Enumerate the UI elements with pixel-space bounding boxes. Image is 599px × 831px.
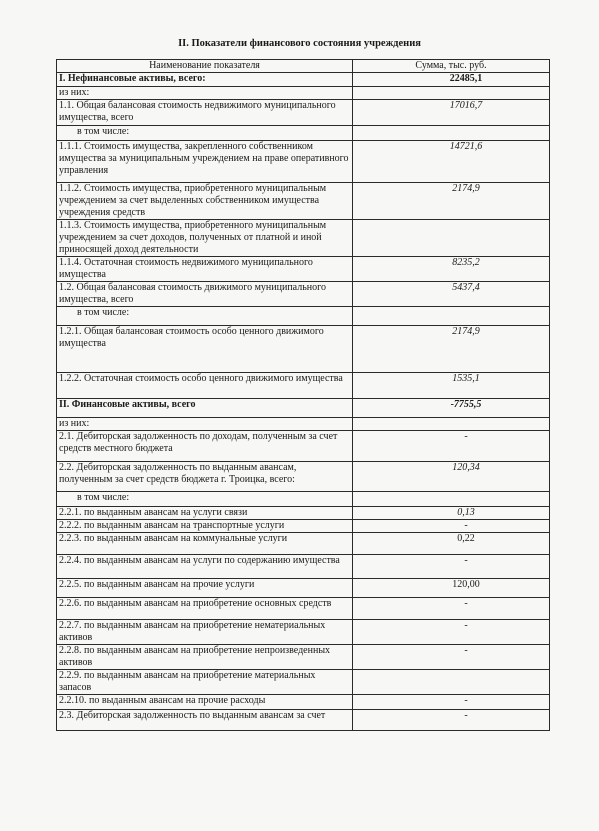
row-label: 1.2.2. Остаточная стоимость особо ценного движимого имущества [57, 373, 353, 399]
row-value-text: 1535,1 [452, 373, 480, 384]
row-label: 2.2.1. по выданным авансам на услуги связи [57, 507, 353, 520]
row-value [353, 520, 550, 533]
row-label: 2.2.3. по выданным авансам на коммунальные услуги [57, 533, 353, 555]
row-label: 1.2. Общая балансовая стоимость движимого муниципального имущества, всего [57, 282, 353, 307]
row-value [353, 695, 550, 710]
row-value [353, 579, 550, 598]
row-value [353, 307, 550, 326]
row-value [353, 507, 550, 520]
table-row [57, 87, 550, 100]
column-header-name: Наименование показателя [57, 60, 353, 73]
row-value-text: - [464, 710, 468, 721]
row-label: 2.2.7. по выданным авансам на приобретение нематериальных активов [57, 620, 353, 645]
row-value-text: 120,00 [452, 579, 480, 590]
financial-table [56, 59, 550, 731]
row-label: 2.2.5. по выданным авансам на прочие услуги [57, 579, 353, 598]
row-value [353, 141, 550, 183]
row-label: 2.2.4. по выданным авансам на услуги по содержанию имущества [57, 555, 353, 579]
row-value-text: 120,34 [452, 462, 480, 473]
row-value [353, 555, 550, 579]
row-value-text: - [464, 620, 468, 631]
row-value-text: - [464, 555, 468, 566]
row-value [353, 598, 550, 620]
row-label: 2.2.6. по выданным авансам на приобретение основных средств [57, 598, 353, 620]
column-header-value: Сумма, тыс. руб. [353, 60, 550, 73]
row-value [353, 418, 550, 431]
row-value [353, 620, 550, 645]
table-row [57, 418, 550, 431]
row-label: 1.1.3. Стоимость имущества, приобретенного муниципальным учреждением за счет доходов, полученных от платной и иной приносящей доход деятельности [57, 220, 353, 257]
row-label: 1.1.4. Остаточная стоимость недвижимого муниципального имущества [57, 257, 353, 282]
row-value-text: 22485,1 [449, 73, 483, 84]
table-row [57, 598, 550, 620]
table-row [57, 555, 550, 579]
table-row [57, 695, 550, 710]
row-value-text: 8235,2 [452, 257, 480, 268]
table-row [57, 220, 550, 257]
table-row [57, 579, 550, 598]
table-row [57, 670, 550, 695]
row-value [353, 710, 550, 731]
table-row [57, 73, 550, 87]
row-value-text: 14721,6 [449, 141, 483, 152]
table-row [57, 533, 550, 555]
table-row [57, 462, 550, 492]
row-value-text: 5437,4 [452, 282, 480, 293]
table-row [57, 307, 550, 326]
row-label: 2.1. Дебиторская задолженность по доходам, полученным за счет средств местного бюджета [57, 431, 353, 462]
row-label: в том числе: [57, 492, 353, 507]
row-value [353, 73, 550, 87]
row-label: 2.3. Дебиторская задолженность по выданным авансам за счет [57, 710, 353, 731]
row-value [353, 462, 550, 492]
row-value [353, 645, 550, 670]
table-row [57, 141, 550, 183]
row-label: II. Финансовые активы, всего [57, 399, 353, 418]
row-value [353, 492, 550, 507]
row-value-text: 2174,9 [452, 326, 480, 337]
row-value-text: - [464, 645, 468, 656]
row-value-text: - [464, 520, 468, 531]
row-label: 2.2.9. по выданным авансам на приобретение материальных запасов [57, 670, 353, 695]
row-value [353, 100, 550, 126]
table-row [57, 492, 550, 507]
row-value [353, 183, 550, 220]
row-label: 2.2.2. по выданным авансам на транспортные услуги [57, 520, 353, 533]
row-value-text: 17016,7 [449, 100, 483, 111]
table-row [57, 620, 550, 645]
row-value [353, 533, 550, 555]
table-row [57, 399, 550, 418]
table-row [57, 710, 550, 731]
row-value-text: 0,22 [457, 533, 475, 544]
row-label: из них: [57, 87, 353, 100]
row-label: 1.1.2. Стоимость имущества, приобретенного муниципальным учреждением за счет выделенных собственником имущества учреждения средств [57, 183, 353, 220]
row-label: 1.1. Общая балансовая стоимость недвижимого муниципального имущества, всего [57, 100, 353, 126]
row-value [353, 126, 550, 141]
table-row [57, 257, 550, 282]
row-value-text: 0,13 [457, 507, 475, 518]
table-row [57, 183, 550, 220]
page-title: II. Показатели финансового состояния учреждения [178, 38, 421, 49]
table-row [57, 373, 550, 399]
row-value-text: - [464, 431, 468, 442]
row-value [353, 399, 550, 418]
row-value [353, 282, 550, 307]
row-label: 1.1.1. Стоимость имущества, закрепленного собственником имущества за муниципальным учреждением на праве оперативного управления [57, 141, 353, 183]
table-row [57, 126, 550, 141]
row-value-text: 2174,9 [452, 183, 480, 194]
row-label: 2.2.10. по выданным авансам на прочие расходы [57, 695, 353, 710]
row-label: 1.2.1. Общая балансовая стоимость особо ценного движимого имущества [57, 326, 353, 373]
table-row [57, 431, 550, 462]
row-label: в том числе: [57, 307, 353, 326]
row-value [353, 220, 550, 257]
row-value [353, 257, 550, 282]
row-value [353, 431, 550, 462]
row-label: в том числе: [57, 126, 353, 141]
row-value-text: - [464, 598, 468, 609]
table-row [57, 100, 550, 126]
row-value [353, 326, 550, 373]
table-row [57, 507, 550, 520]
row-value [353, 670, 550, 695]
row-value [353, 87, 550, 100]
table-header-row [57, 60, 550, 73]
table-row [57, 645, 550, 670]
row-label: из них: [57, 418, 353, 431]
row-label: 2.2. Дебиторская задолженность по выданным авансам, полученным за счет средств бюджета г. Троицка, всего: [57, 462, 353, 492]
row-value [353, 373, 550, 399]
row-label: I. Нефинансовые активы, всего: [57, 73, 353, 87]
table-row [57, 326, 550, 373]
row-value-text: -7755,5 [450, 399, 482, 410]
table-row [57, 520, 550, 533]
row-value-text: - [464, 695, 468, 706]
table-row [57, 282, 550, 307]
row-label: 2.2.8. по выданным авансам на приобретение непроизведенных активов [57, 645, 353, 670]
